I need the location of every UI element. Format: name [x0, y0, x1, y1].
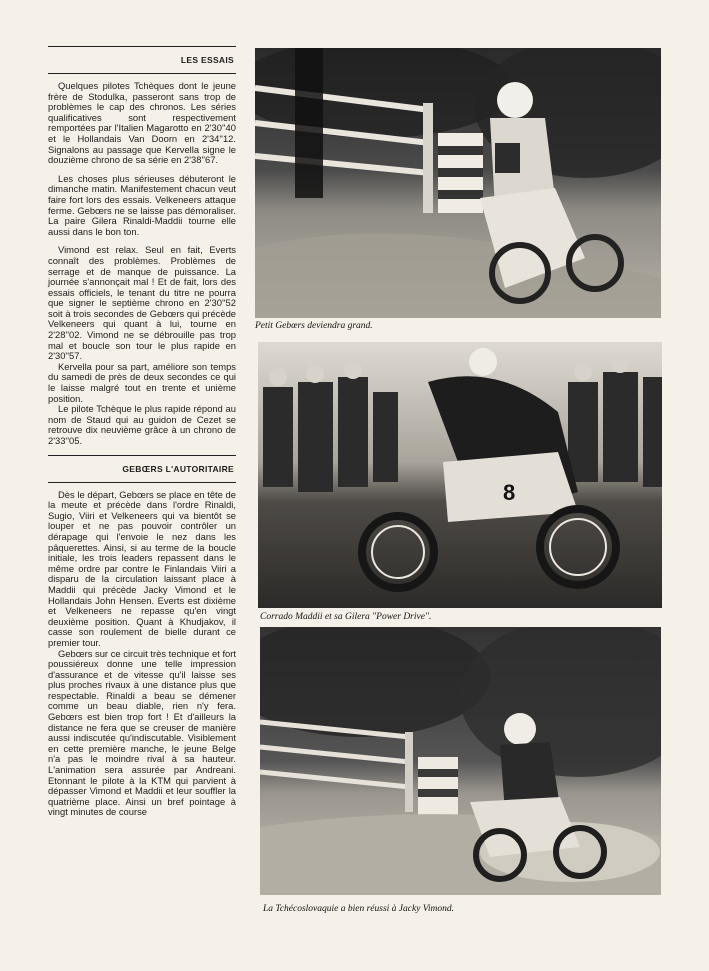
photo-caption: Petit Gebœrs deviendra grand.	[255, 321, 373, 331]
paragraph: Vimond est relax. Seul en fait, Everts connaît des problèmes. Problèmes de serrage et de manque de puissance. La journée s'annonçait mal ! Et de fait, lors des essais officiels, le tenant du titre ne pourra que signer le septième chrono en 2'30''52 soit à trois secondes de Gebœrs qui précède Velkeneers qui quant à lui, tourne en 2'28''02. Vimond ne se débrouille pas trop mal et boucle son tour le plus rapide en 2'30''57.	[48, 244, 236, 362]
photo-rider-dust	[260, 627, 661, 895]
paragraph: Dès le départ, Gebœrs se place en tête de la meute et précède dans l'ordre Rinaldi, Sugio, Viiri et Velkeneers qui va bientôt se louper et ne pas pouvoir contrôler un dérapage qui l'envoie le nez dans les pâquerettes. Ainsi, si au terme de la boucle initiale, les trois leaders repassent dans le même ordre par contre le Finlandais Viiri a disparu de la circulation laissant place à Maddii qui précède Jacky Vimond et le Hollandais John Hensen. Everts est dixième et Velkeneers ne repasse qu'en vingt deuxième position. Quant à Khudjakov, il casse son roulement de bielle durant ce premier tour.	[48, 488, 236, 648]
paragraph: Gebœrs sur ce circuit très technique et fort poussiéreux donne une telle impression d'assurance et de vitesse qu'il laisse ses plus proches rivaux à une distance plus que respectable. Rinaldi a beau se démener comme un beau diable, rien n'y fera. Gebœrs est bien trop fort ! Et d'ailleurs la distance ne fera que se creuser de manière aussi indiscutée qu'indiscutable. Visiblement en cette première manche, le jeune Belge n'a pas le moindre rival à sa hauteur. L'animation sera assurée par Andreani. Etonnant le pilote à la KTM qui parvient à dépasser Vimond et Maddii et leur souffler la quatrième place. Ainsi un bref pointage à vingt minutes de course	[48, 647, 236, 818]
paragraph: Kervella pour sa part, améliore son temps du samedi de près de deux secondes ce qui le laisse malgré tout en trente et unième position.	[48, 360, 236, 404]
paragraph: Les choses plus sérieuses débuteront le dimanche matin. Manifestement chacun veut faire fort lors des essais. Velkeneers attaque ferme. Gebœrs ne se laisse pas démoraliser. La paire Gilera Rinaldi-Maddii tourne elle aussi dans le bon ton.	[48, 172, 236, 237]
paragraph: Quelques pilotes Tchèques dont le jeune frère de Stodulka, passeront sans trop de problèmes le cap des chronos. Les séries qualificatives sont respectivement remportées par l'Italien Magarotto en 2'30''40 et le Hollandais Van Doorn en 2'34''12. Signalons au passage que Kervella signe le douzième chrono de sa série en 2'38''67.	[48, 80, 236, 166]
paragraph: Le pilote Tchèque le plus rapide répond au nom de Staud qui au guidon de Cezet se retrouve dix neuvième grâce à un chrono de 2'33''05.	[48, 403, 236, 446]
photo-caption: Corrado Maddii et sa Gilera "Power Drive".	[260, 612, 432, 622]
article-column	[48, 46, 236, 818]
photo-caption: La Tchécoslovaquie a bien réussi à Jacky Vimond.	[263, 904, 455, 914]
photo-rider-cornering	[255, 48, 661, 318]
section-title-autoritaire: GEBŒRS L'AUTORITAIRE	[48, 455, 236, 483]
photo-rider-number-8	[258, 342, 662, 608]
section-title-essais: LES ESSAIS	[48, 47, 236, 74]
svg-text:8: 8	[503, 480, 516, 505]
